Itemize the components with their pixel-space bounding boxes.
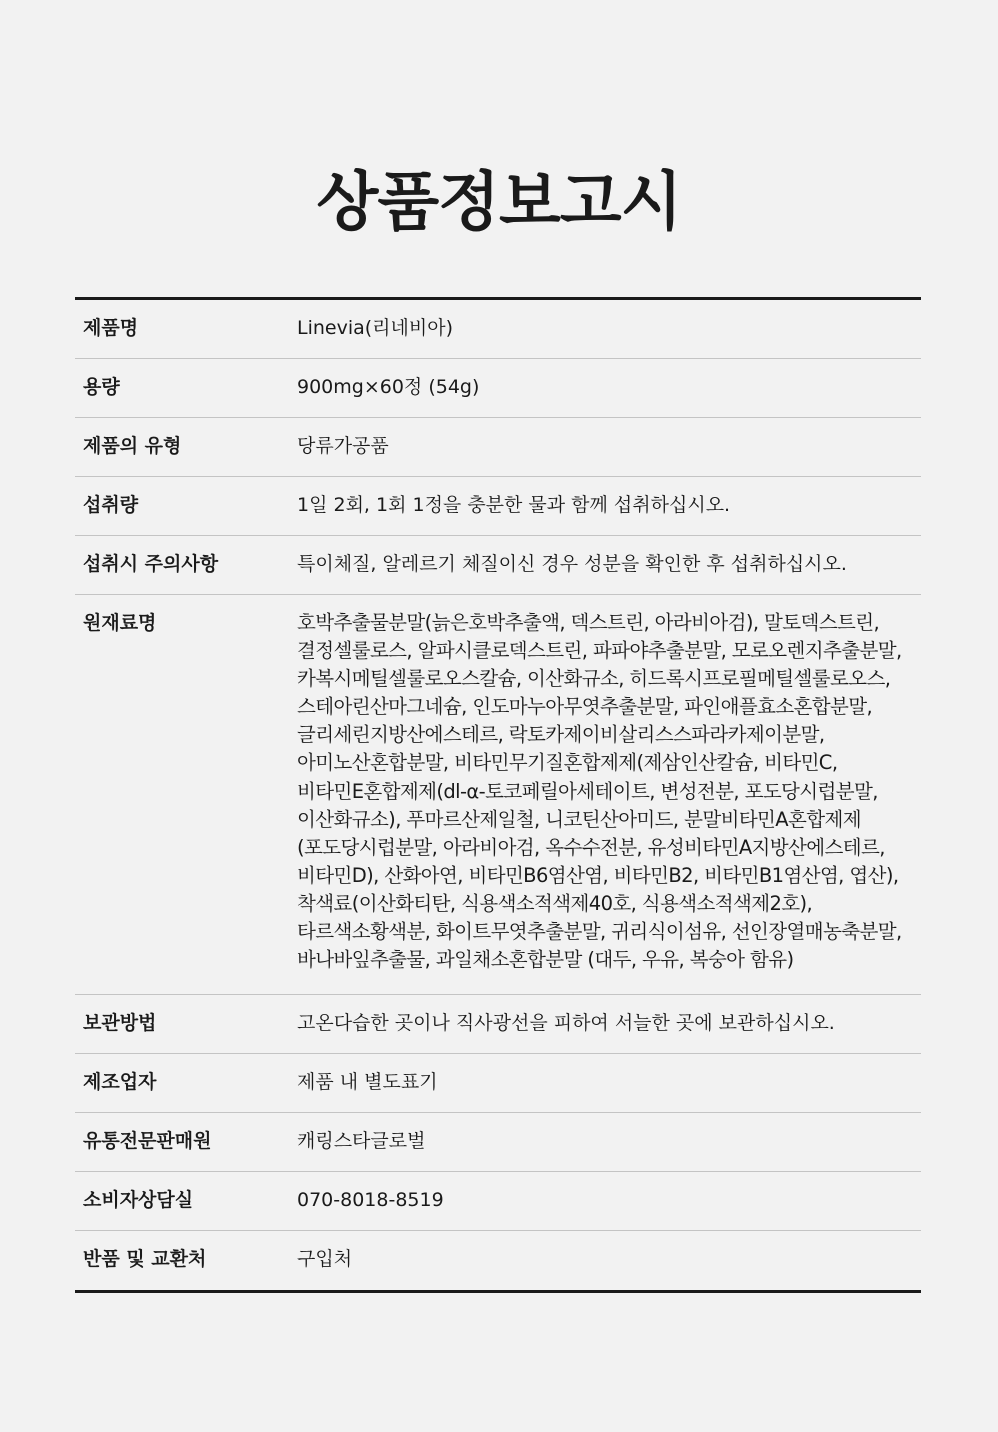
page-title: 상품정보고시 bbox=[316, 166, 682, 240]
table-row bbox=[75, 1231, 921, 1290]
row-label: 제품의 유형 bbox=[83, 435, 182, 457]
row-label: 제품명 bbox=[83, 317, 139, 339]
row-value: 호박추출물분말(늙은호박추출액, 덱스트린, 아라비아검), 말토덱스트린, 결정셀룰로스, 알파시클로덱스트린, 파파야추출분말, 모로오렌지추출분말, 카복시메틸셀룰로오스칼슘, 이산화규소, 히드록시프로필메틸셀룰로오스, 스테아린산마그네슘, 인도마누아무엿추출분말, 파인애플효소혼합분말, 글리세린지방산에스테르, 락토카제이비살리스스파라카제이분말, 아미노산혼합분말, 비타민무기질혼합제제(제삼인산칼슘, 비타민C, 비타민E혼합제제(dl-α-토코페릴아세테이트, 변성전분, 포도당시럽분말, 이산화규소), 푸마르산제일철, 니코틴산아미드, 분말비타민A혼합제제(포도당시럽분말, 아라비아검, 옥수수전분, 유성비타민A지방산에스테르, 비타민D), 산화아연, 비타민B6염산염, 비타민B2, 비타민B1염산염, 엽산), 착색료(이산화티탄, 식용색소적색제40호, 식용색소적색제2호), 타르색소황색분, 화이트무엿추출분말, 귀리식이섬유, 선인장열매농축분말, 바나바잎추출물, 과일채소혼합분말 (대두, 우유, 복숭아 함유) bbox=[297, 611, 902, 972]
table-row bbox=[75, 1113, 921, 1172]
row-label: 섭취량 bbox=[83, 494, 139, 516]
row-label: 유통전문판매원 bbox=[83, 1130, 212, 1153]
row-label: 원재료명 bbox=[83, 612, 157, 634]
row-value: 1일 2회, 1회 1정을 충분한 물과 함께 섭취하십시오. bbox=[297, 494, 731, 516]
row-label: 반품 및 교환처 bbox=[83, 1248, 207, 1271]
row-value: 070-8018-8519 bbox=[297, 1189, 444, 1212]
table-row bbox=[75, 477, 921, 536]
table-row bbox=[75, 359, 921, 418]
table-row bbox=[75, 595, 921, 995]
table-row bbox=[75, 536, 921, 595]
row-value: 제품 내 별도표기 bbox=[297, 1071, 438, 1094]
row-value: 고온다습한 곳이나 직사광선을 피하여 서늘한 곳에 보관하십시오. bbox=[297, 1012, 835, 1035]
row-label: 소비자상담실 bbox=[83, 1189, 194, 1212]
row-value: Linevia(리네비아) bbox=[297, 317, 454, 339]
row-label: 용량 bbox=[83, 376, 120, 398]
row-label: 섭취시 주의사항 bbox=[83, 553, 219, 575]
table-row bbox=[75, 418, 921, 477]
row-label: 보관방법 bbox=[83, 1012, 157, 1035]
row-value: 구입처 bbox=[297, 1248, 353, 1271]
table-row bbox=[75, 1054, 921, 1113]
row-label: 제조업자 bbox=[83, 1071, 157, 1094]
row-value: 900mg×60정 (54g) bbox=[297, 376, 480, 398]
row-value: 캐링스타글로벌 bbox=[297, 1130, 426, 1153]
row-value: 특이체질, 알레르기 체질이신 경우 성분을 확인한 후 섭취하십시오. bbox=[297, 553, 847, 575]
product-info-table bbox=[75, 297, 921, 1293]
table-row bbox=[75, 300, 921, 359]
row-value: 당류가공품 bbox=[297, 435, 389, 457]
table-row bbox=[75, 1172, 921, 1231]
table-row bbox=[75, 995, 921, 1054]
